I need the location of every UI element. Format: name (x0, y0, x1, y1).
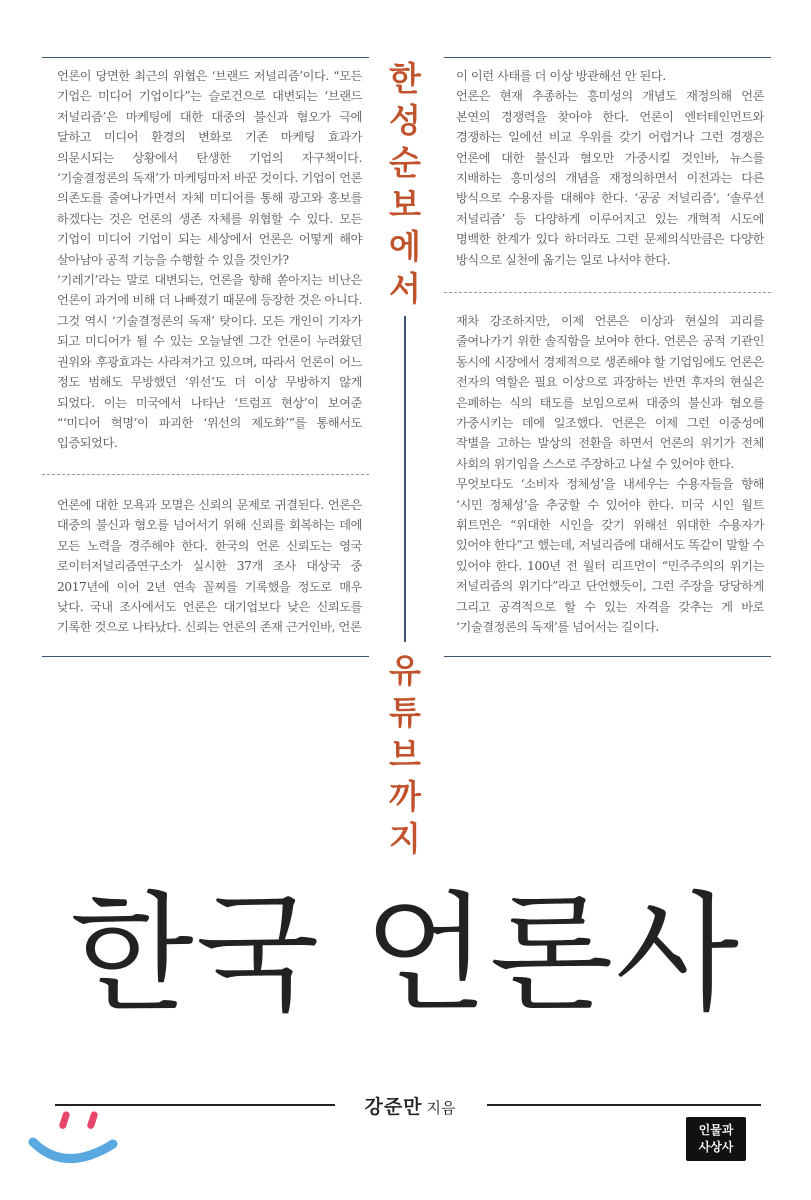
publisher-line-1: 인물과 (698, 1123, 734, 1137)
right-divider (444, 292, 771, 293)
subtitle-char: 성 (389, 101, 421, 140)
author-line-left (55, 1104, 335, 1106)
subtitle-char: 유 (389, 651, 421, 690)
left-top-rule (42, 57, 369, 58)
right-top-rule (444, 57, 771, 58)
subtitle-char: 에 (389, 227, 421, 266)
subtitle-to (380, 650, 430, 860)
author (340, 1092, 480, 1119)
subtitle-char: 지 (389, 819, 421, 858)
subtitle-from (380, 58, 430, 310)
subtitle-char: 튜 (389, 693, 421, 732)
publisher-logo (686, 1117, 746, 1161)
author-role: 지음 (426, 1099, 456, 1117)
right-paragraph-2: 재차 강조하지만, 이제 언론은 이상과 현실의 괴리를 줄여나가기 위한 솔직함을 보여야 한다. 언론은 공적 기관인 동시에 시장에서 경제적으로 생존해야 할 기업임에도 언론은 전자의 역할은 필요 이상으로 과장하는 반면 후자의 현실은 은폐하는 식의 태도를 보임으로써 대중의 불신과 혐오를 가중시키는 데에 일조했다. 언론은 이제 그런 이중성에 작별을 고하는 발상의 전환을 하면서 언론의 위기가 전체 사회의 위기임을 스스로 주장하고 나설 수 있어야 한다. 무엇보다도 ‘소비자 정체성’을 내세우는 수용자들을 향해 ‘시민 정체성’을 추궁할 수 있어야 한다. 미국 시인 월트 휘트먼은 “위대한 시인을 갖기 위해선 위대한 수용자가 있어야 한다”고 했는데, 저널리즘에 대해서도 똑같이 말할 수 있어야 한다. 100년 전 월터 리프먼이 “민주주의의 위기는 저널리즘의 위기다”라고 단언했듯이, 그런 주장을 당당하게 그리고 공격적으로 할 수 있는 자격을 갖추는 게 바로 ‘기술결정론의 독재’를 넘어서는 길이다. (456, 314, 764, 635)
left-paragraph-1: 언론이 당면한 최근의 위협은 ‘브랜드 저널리즘’이다. “모든 기업은 미디어 기업이다”는 슬로건으로 대변되는 ‘브랜드 저널리즘’은 마케팅에 대한 대중의 불신과 혐오가 극에 달하고 미디어 환경의 변화로 기존 마케팅 효과가 의문시되는 상황에서 탄생한 기업의 자구책이다. ‘기술결정론의 독재’가 마케팅마저 바꾼 것이다. 기업이 언론 의존도를 줄여나가면서 자체 미디어를 통해 광고와 홍보를 하겠다는 것은 언론의 생존 자체를 위협할 수 있다. 모든 기업이 미디어 기업이 되는 세상에서 언론은 어떻게 해야 살아남아 공적 기능을 수행할 수 있을 것인가? ‘기레기’라는 말로 대변되는, 언론을 향해 쏟아지는 비난은 언론이 과거에 비해 더 나빠졌기 때문에 등장한 것은 아니다. 그것 역시 ‘기술결정론의 독재’ 탓이다. 모든 개인이 기자가 되고 미디어가 될 수 있는 오늘날엔 그간 언론이 누려왔던 권위와 후광효과는 사라져가고 있으며, 따라서 언론이 어느 정도 범해도 무방했던 ‘위선’도 더 이상 무방하지 않게 되었다. 이는 미국에서 나타난 ‘트럼프 현상’이 보여준 “‘미디어 혁명’이 파괴한 ‘위선의 제도화’”를 통해서도 입증되었다. (57, 69, 362, 451)
publisher-line-2: 사상사 (698, 1140, 734, 1154)
subtitle-connector-line (404, 316, 406, 642)
smile-logo-icon (25, 1108, 125, 1178)
right-bottom-rule (444, 656, 771, 657)
left-paragraph-2: 언론에 대한 모욕과 모멸은 신뢰의 문제로 귀결된다. 언론은 대중의 불신과 혐오를 넘어서기 위해 신뢰를 회복하는 데에 모든 노력을 경주해야 한다. 한국의 언론 신뢰도는 영국 로이터저널리즘연구소가 실시한 37개 조사 대상국 중 2017년에 이어 2년 연속 꼴찌를 기록했을 정도로 매우 낮다. 국내 조사에서도 언론은 대기업보다 낮은 신뢰도를 기록한 것으로 나타났다. 신뢰는 언론의 존재 근거인바, 언론 (57, 498, 362, 635)
right-paragraph-1: 이 이런 사태를 더 이상 방관해선 안 된다. 언론은 현재 추종하는 흥미성의 개념도 재정의해 언론 본연의 경쟁력을 찾아야 한다. 언론이 엔터테인먼트와 경쟁하는 일에선 비교 우위를 갖기 어렵거나 그런 경쟁은 언론에 대한 불신과 혐오만 가중시킬 것인바, 뉴스를 지배하는 흥미성의 개념을 재정의하면서 이전과는 다른 방식으로 수용자를 대해야 한다. ‘공공 저널리즘’, ‘솔루션 저널리즘’ 등 다양하게 이루어지고 있는 개혁적 시도에 명백한 한계가 있다 하더라도 그런 문제의식만큼은 다양한 방식으로 실천에 옮기는 일로 나서야 한다. (456, 69, 764, 267)
subtitle-char: 브 (389, 735, 421, 774)
subtitle-char: 까 (389, 777, 421, 816)
left-divider (42, 474, 369, 475)
author-name: 강준만 (364, 1096, 423, 1118)
author-line-right (487, 1104, 761, 1106)
subtitle-char: 보 (389, 185, 421, 224)
subtitle-char: 순 (389, 143, 421, 182)
book-title: 한국 언론사 (70, 880, 741, 1029)
subtitle-char: 한 (389, 59, 421, 98)
left-bottom-rule (42, 656, 369, 657)
subtitle-char: 서 (389, 269, 421, 308)
